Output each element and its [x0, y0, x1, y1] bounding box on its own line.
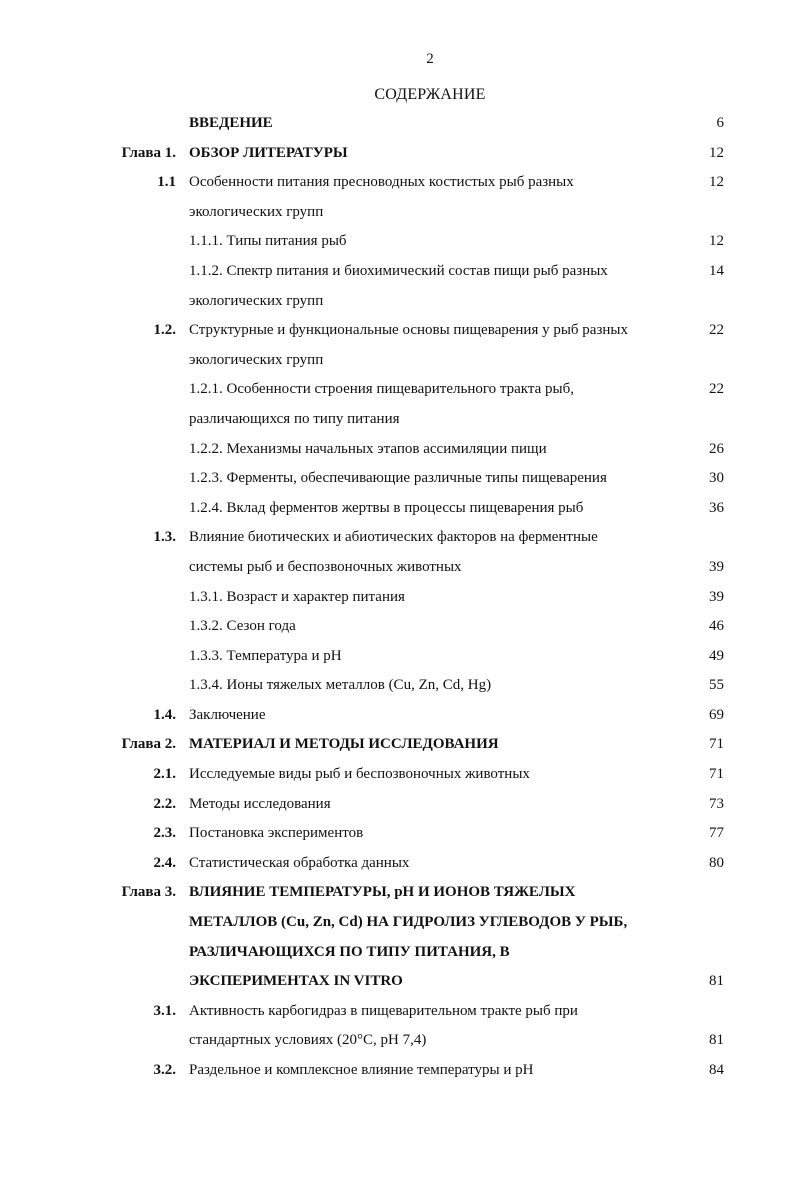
- toc-entry-page: 84: [709, 1062, 724, 1078]
- toc-entry-page: 39: [709, 588, 724, 605]
- toc-entry: [0, 586, 798, 616]
- toc-entry-page: 12: [709, 233, 724, 250]
- toc-entry-title: ВЛИЯНИЕ ТЕМПЕРАТУРЫ, рН И ИОНОВ ТЯЖЕЛЫХ: [189, 884, 576, 901]
- toc-entry-page: 12: [709, 174, 724, 191]
- toc-entry-page: 55: [709, 677, 724, 694]
- toc-entry-page: 69: [709, 706, 724, 723]
- toc-entry-title: 1.2.1. Особенности строения пищеварительного тракта рыб,: [189, 381, 574, 398]
- toc-entry: [0, 1029, 798, 1059]
- toc-entry: [0, 852, 798, 882]
- toc-entry-title: Влияние биотических и абиотических факторов на ферментные: [189, 529, 598, 546]
- toc-entry-title: МАТЕРИАЛ И МЕТОДЫ ИССЛЕДОВАНИЯ: [189, 736, 499, 753]
- toc-entry-page: 73: [709, 795, 724, 812]
- toc-entry: [0, 911, 798, 941]
- toc-entry-title: РАЗЛИЧАЮЩИХСЯ ПО ТИПУ ПИТАНИЯ, В: [189, 943, 510, 960]
- toc-entry-title: МЕТАЛЛОВ (Cu, Zn, Cd) НА ГИДРОЛИЗ УГЛЕВОДОВ У РЫБ,: [189, 914, 628, 931]
- toc-entry-page: 12: [709, 144, 724, 161]
- toc-entry-page: 30: [709, 470, 724, 487]
- toc-entry: [0, 378, 798, 408]
- toc-entry: [0, 822, 798, 852]
- toc-entry: [0, 349, 798, 379]
- toc-entry-title: различающихся по типу питания: [189, 410, 400, 427]
- toc-entry-page: 80: [709, 854, 724, 871]
- toc-entry-number: 2.4.: [153, 854, 176, 871]
- toc-entry-title: экологических групп: [189, 351, 324, 368]
- toc-entry-page: 39: [709, 558, 724, 575]
- toc-entry: [0, 1000, 798, 1030]
- toc-entry: [0, 201, 798, 231]
- toc-entry: [0, 290, 798, 320]
- toc-entry: [0, 704, 798, 734]
- toc-entry: [0, 733, 798, 763]
- toc-entry: [0, 881, 798, 911]
- toc-entry-number: Глава 3.: [121, 884, 176, 901]
- toc-entry-title: 1.2.2. Механизмы начальных этапов ассимиляции пищи: [189, 440, 547, 457]
- toc-entry: [0, 615, 798, 645]
- toc-entry-number: 1.4.: [153, 706, 176, 723]
- toc-entry-title: Заключение: [189, 706, 266, 723]
- toc-entry-title: 1.3.3. Температура и рН: [189, 647, 342, 664]
- toc-entry-title: 1.1.1. Типы питания рыб: [189, 233, 347, 250]
- toc-entry: [0, 112, 798, 142]
- toc-entry-title: Структурные и функциональные основы пищеварения у рыб разных: [189, 322, 628, 339]
- toc-entry-number: 1.1: [157, 174, 176, 191]
- page-title: СОДЕРЖАНИЕ: [374, 86, 486, 103]
- toc-entry-title: экологических групп: [189, 203, 324, 220]
- toc-entry-title: Раздельное и комплексное влияние температуры и рН: [189, 1062, 534, 1078]
- toc-entry-title: системы рыб и беспозвоночных животных: [189, 558, 462, 575]
- toc-entry-page: 71: [709, 766, 724, 783]
- toc-entry-title: 1.3.4. Ионы тяжелых металлов (Cu, Zn, Cd, Hg): [189, 677, 492, 694]
- toc-entry-page: 22: [709, 322, 724, 339]
- toc-entry-title: Особенности питания пресноводных костистых рыб разных: [189, 174, 574, 191]
- toc-entry-page: 71: [709, 736, 724, 753]
- toc-entry: [0, 763, 798, 793]
- toc-entry: [0, 230, 798, 260]
- toc-entry: [0, 260, 798, 290]
- toc-entry-page: 81: [709, 1032, 724, 1049]
- toc-entry: [0, 408, 798, 438]
- toc-entry-title: 1.2.3. Ферменты, обеспечивающие различные типы пищеварения: [189, 470, 607, 487]
- toc-entry: [0, 941, 798, 971]
- toc-entry-title: ВВЕДЕНИЕ: [189, 115, 273, 131]
- toc-entry-title: 1.3.1. Возраст и характер питания: [189, 588, 405, 605]
- table-of-contents: [0, 112, 798, 1089]
- toc-entry-title: Методы исследования: [189, 795, 331, 812]
- toc-entry-page: 49: [709, 647, 724, 664]
- toc-entry: [0, 674, 798, 704]
- toc-entry-page: 46: [709, 618, 724, 635]
- toc-entry-number: 1.3.: [153, 529, 176, 546]
- toc-entry: [0, 438, 798, 468]
- toc-entry: [0, 171, 798, 201]
- toc-entry: [0, 793, 798, 823]
- toc-entry: [0, 970, 798, 1000]
- toc-entry-page: 36: [709, 499, 724, 516]
- toc-entry: [0, 142, 798, 172]
- toc-entry-title: стандартных условиях (20°С, рН 7,4): [189, 1032, 427, 1049]
- toc-entry-number: Глава 2.: [121, 736, 176, 753]
- toc-entry-title: ОБЗОР ЛИТЕРАТУРЫ: [189, 144, 348, 161]
- toc-entry-title: 1.3.2. Сезон года: [189, 618, 296, 635]
- toc-entry-page: 22: [709, 381, 724, 398]
- toc-entry-title: Статистическая обработка данных: [189, 854, 410, 871]
- toc-entry-page: 81: [709, 973, 724, 990]
- toc-entry-page: 77: [709, 825, 724, 842]
- toc-entry: [0, 645, 798, 675]
- toc-entry: [0, 526, 798, 556]
- toc-entry-title: ЭКСПЕРИМЕНТАХ IN VITRO: [189, 973, 403, 990]
- toc-entry-page: 14: [709, 262, 724, 279]
- toc-entry: [0, 467, 798, 497]
- toc-entry-page: 26: [709, 440, 724, 457]
- toc-entry-title: 1.2.4. Вклад ферментов жертвы в процессы пищеварения рыб: [189, 499, 584, 516]
- toc-entry-page: 6: [716, 115, 724, 131]
- toc-entry: [0, 497, 798, 527]
- toc-entry-number: 3.2.: [153, 1062, 176, 1078]
- toc-entry: [0, 556, 798, 586]
- toc-entry-number: 3.1.: [153, 1002, 176, 1019]
- page-number: 2: [426, 51, 434, 67]
- toc-entry-title: Активность карбогидраз в пищеварительном тракте рыб при: [189, 1002, 578, 1019]
- toc-entry-number: 2.1.: [153, 766, 176, 783]
- toc-entry-title: экологических групп: [189, 292, 324, 309]
- toc-entry: [0, 1059, 798, 1089]
- toc-entry-title: Постановка экспериментов: [189, 825, 364, 842]
- toc-entry-title: 1.1.2. Спектр питания и биохимический состав пищи рыб разных: [189, 262, 608, 279]
- toc-entry-number: 2.3.: [153, 825, 176, 842]
- toc-entry-number: 2.2.: [153, 795, 176, 812]
- toc-entry-title: Исследуемые виды рыб и беспозвоночных животных: [189, 766, 530, 783]
- toc-entry-number: Глава 1.: [121, 144, 176, 161]
- toc-entry: [0, 319, 798, 349]
- toc-entry-number: 1.2.: [153, 322, 176, 339]
